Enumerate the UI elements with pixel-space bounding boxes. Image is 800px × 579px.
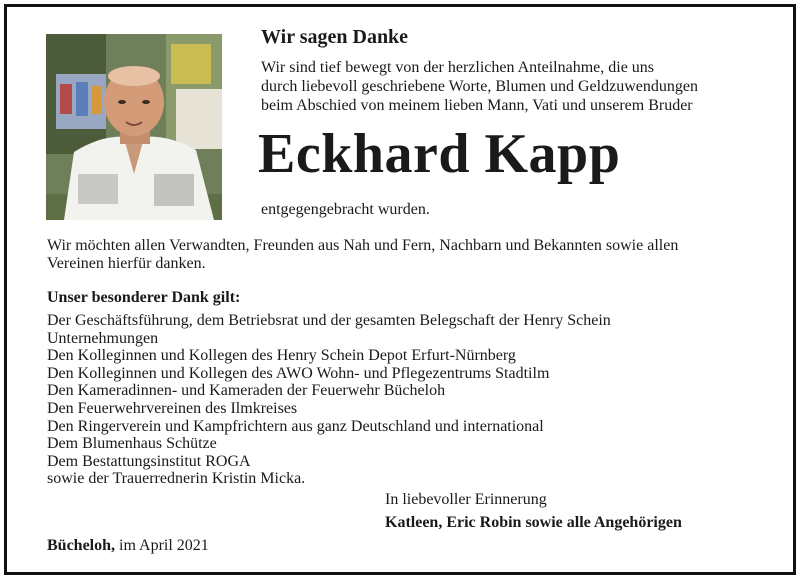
special-thanks-list <box>47 312 611 488</box>
gratitude-paragraph <box>47 237 767 273</box>
special-thanks-heading: Unser besonderer Dank gilt: <box>47 289 241 306</box>
gratitude-line: Vereinen hierfür danken. <box>47 255 206 272</box>
list-item: sowie der Trauerrednerin Kristin Micka. <box>47 470 306 488</box>
deceased-name: Eckhard Kapp <box>258 123 621 185</box>
intro-line: durch liebevoll geschriebene Worte, Blumen und Geldzuwendungen <box>261 78 698 95</box>
list-item: Der Geschäftsführung, dem Betriebsrat und der gesamten Belegschaft der Henry Schein <box>47 312 611 329</box>
list-item: Dem Blumenhaus Schütze <box>47 435 217 453</box>
place-date <box>47 537 209 555</box>
place: Bücheloh, <box>47 537 116 554</box>
list-item: Den Feuerwehrvereinen des Ilmkreises <box>47 399 298 417</box>
portrait-photo <box>46 34 222 220</box>
list-item: Dem Bestattungsinstitut ROGA <box>47 452 251 470</box>
list-item: Den Kolleginnen und Kollegen des Henry Schein Depot Erfurt-Nürnberg <box>47 347 516 365</box>
after-name-text: entgegengebracht wurden. <box>261 201 430 218</box>
intro-line: Wir sind tief bewegt von der herzlichen Anteilnahme, die uns <box>261 59 655 76</box>
list-item: Den Kolleginnen und Kollegen des AWO Wohn- und Pflegezentrums Stadtilm <box>47 364 550 382</box>
thanks-heading: Wir sagen Danke <box>261 26 409 48</box>
list-item: Unternehmungen <box>47 329 159 347</box>
memory-line: In liebevoller Erinnerung <box>385 491 547 508</box>
gratitude-line: Wir möchten allen Verwandten, Freunden aus Nah und Fern, Nachbarn und Bekannten sowie allen <box>47 237 679 254</box>
intro-paragraph <box>261 58 761 115</box>
list-item: Den Kameradinnen- und Kameraden der Feuerwehr Bücheloh <box>47 382 446 400</box>
signers-line: Katleen, Eric Robin sowie alle Angehörigen <box>385 514 682 531</box>
intro-line: beim Abschied von meinem lieben Mann, Vati und unserem Bruder <box>261 97 693 114</box>
list-item: Den Ringerverein und Kampfrichtern aus ganz Deutschland und international <box>47 417 544 435</box>
date: im April 2021 <box>119 537 209 554</box>
